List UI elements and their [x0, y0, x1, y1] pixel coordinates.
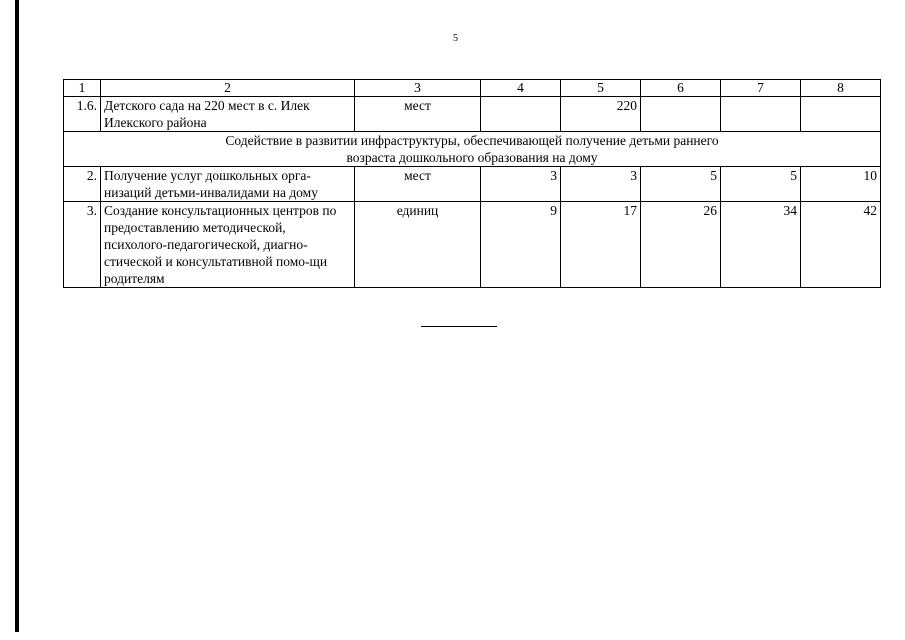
row-value-5: 17: [561, 202, 641, 288]
row-value-6: [641, 97, 721, 132]
row-number: 1.6.: [64, 97, 101, 132]
row-name: Создание консультационных центров по предоставлению методической, психолого-педагогической, диагно-стической и консультативной помо-щи родителям: [101, 202, 355, 288]
row-value-8: [801, 97, 881, 132]
end-divider: [421, 326, 497, 327]
table-header-row: [64, 80, 881, 97]
header-cell: 3: [355, 80, 481, 97]
table-row: [64, 167, 881, 202]
row-value-4: 3: [481, 167, 561, 202]
row-number: 3.: [64, 202, 101, 288]
row-unit: мест: [355, 167, 481, 202]
row-number: 2.: [64, 167, 101, 202]
header-cell: 7: [721, 80, 801, 97]
section-title: Содействие в развитии инфраструктуры, обеспечивающей получение детьми раннего возраста дошкольного образования на дому: [64, 132, 881, 167]
scan-edge-line: [15, 0, 19, 632]
section-row: [64, 132, 881, 167]
data-table: [63, 79, 881, 288]
page-number: 5: [453, 33, 458, 44]
header-cell: 5: [561, 80, 641, 97]
row-name: Получение услуг дошкольных орга-низаций детьми-инвалидами на дому: [101, 167, 355, 202]
row-unit: мест: [355, 97, 481, 132]
row-value-7: 34: [721, 202, 801, 288]
header-cell: 8: [801, 80, 881, 97]
header-cell: 6: [641, 80, 721, 97]
row-value-6: 5: [641, 167, 721, 202]
header-cell: 1: [64, 80, 101, 97]
row-value-4: [481, 97, 561, 132]
table-row: [64, 97, 881, 132]
row-unit: единиц: [355, 202, 481, 288]
row-value-7: [721, 97, 801, 132]
header-cell: 4: [481, 80, 561, 97]
row-name: Детского сада на 220 мест в с. Илек Илекского района: [101, 97, 355, 132]
table-row: [64, 202, 881, 288]
row-value-4: 9: [481, 202, 561, 288]
row-value-8: 42: [801, 202, 881, 288]
row-value-5: 3: [561, 167, 641, 202]
row-value-8: 10: [801, 167, 881, 202]
row-value-5: 220: [561, 97, 641, 132]
row-value-7: 5: [721, 167, 801, 202]
header-cell: 2: [101, 80, 355, 97]
row-value-6: 26: [641, 202, 721, 288]
